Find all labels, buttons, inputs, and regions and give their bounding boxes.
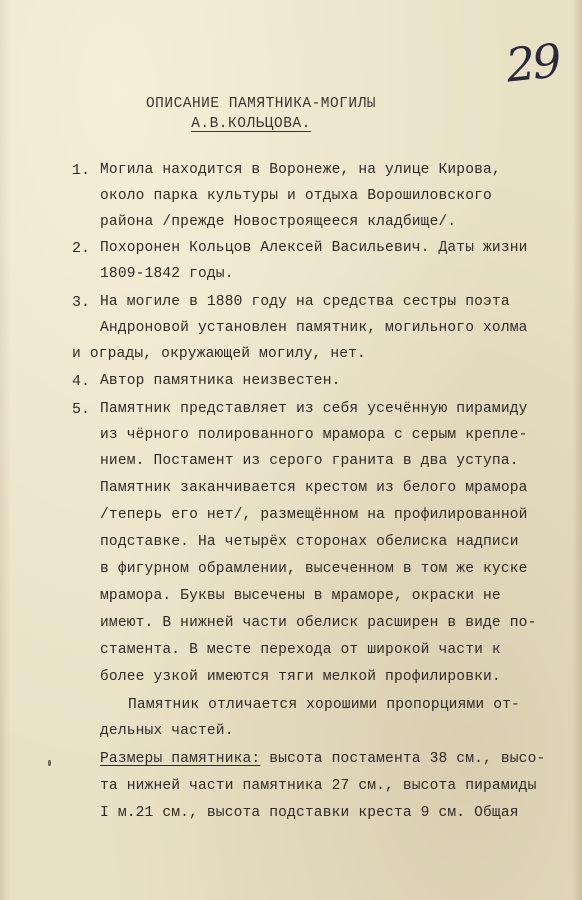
item-5-line-2: из чёрного полированного мрамора с серым крепле- (100, 427, 528, 443)
document-title-name: А.В.КОЛЬЦОВА. (191, 116, 311, 132)
item-5-line-8: мрамора. Буквы высечены в мраморе, окраски не (100, 588, 501, 604)
item-number-3: 3. (72, 294, 91, 311)
item-number-2: 2. (72, 240, 91, 257)
document-title-line2 (0, 116, 542, 132)
item-5-line-7: в фигурном обрамлении, высеченном в том же куске (100, 561, 528, 577)
item-2-line-2: 1809-1842 годы. (100, 266, 234, 282)
document-title-line1: ОПИСАНИЕ ПАМЯТНИКА-МОГИЛЫ (145, 96, 377, 112)
paragraph-line-1: Памятник отличается хорошими пропорциями от- (128, 697, 520, 713)
item-5-line-6: подставке. На четырёх сторонах обелиска надписи (100, 534, 519, 550)
item-5-line-1: Памятник представляет из себя усечённую пирамиду (100, 401, 528, 417)
item-4-line-1: Автор памятника неизвестен. (100, 373, 341, 389)
item-1-line-1: Могила находится в Воронеже, на улице Кирова, (100, 162, 501, 178)
item-5-line-11: более узкой имеются тяги мелкой профилировки. (100, 669, 501, 685)
item-3-line-3: и ограды, окружающей могилу, нет. (72, 346, 366, 362)
item-5-line-9: имеют. В нижней части обелиск расширен в виде по- (100, 615, 537, 631)
item-3-line-2: Андроновой установлен памятник, могильного холма (100, 320, 528, 336)
item-5-line-3: нием. Постамент из серого гранита в два уступа. (100, 453, 519, 469)
handwritten-page-number: 29 (503, 33, 562, 93)
item-number-1: 1. (72, 162, 91, 179)
item-3-line-1: На могиле в 1880 году на средства сестры поэта (100, 294, 510, 310)
dimensions-line-1 (100, 751, 545, 767)
item-5-line-10: стамента. В месте перехода от широкой части к (100, 642, 501, 658)
item-1-line-2: около парка культуры и отдыха Ворошиловского (100, 188, 492, 204)
item-5-line-5: /теперь его нет/, размещённом на профилированной (100, 507, 528, 523)
paragraph-line-2: дельных частей. (100, 723, 234, 739)
item-1-line-3: района /прежде Новостроящееся кладбище/. (100, 214, 457, 230)
dimensions-label: Размеры памятника: (100, 751, 261, 767)
item-2-line-1: Похоронен Кольцов Алексей Васильевич. Даты жизни (100, 240, 528, 256)
item-5-line-4: Памятник заканчивается крестом из белого мрамора (100, 480, 528, 496)
dimensions-line-1-text: высота постамента 38 см., высо- (260, 751, 546, 767)
dimensions-line-3: I м.21 см., высота подставки креста 9 см. Общая (100, 805, 519, 821)
dimensions-line-2: та нижней части памятника 27 см., высота пирамиды (100, 778, 537, 794)
item-number-4: 4. (72, 373, 91, 390)
item-number-5: 5. (72, 401, 91, 418)
margin-mark (48, 760, 51, 766)
